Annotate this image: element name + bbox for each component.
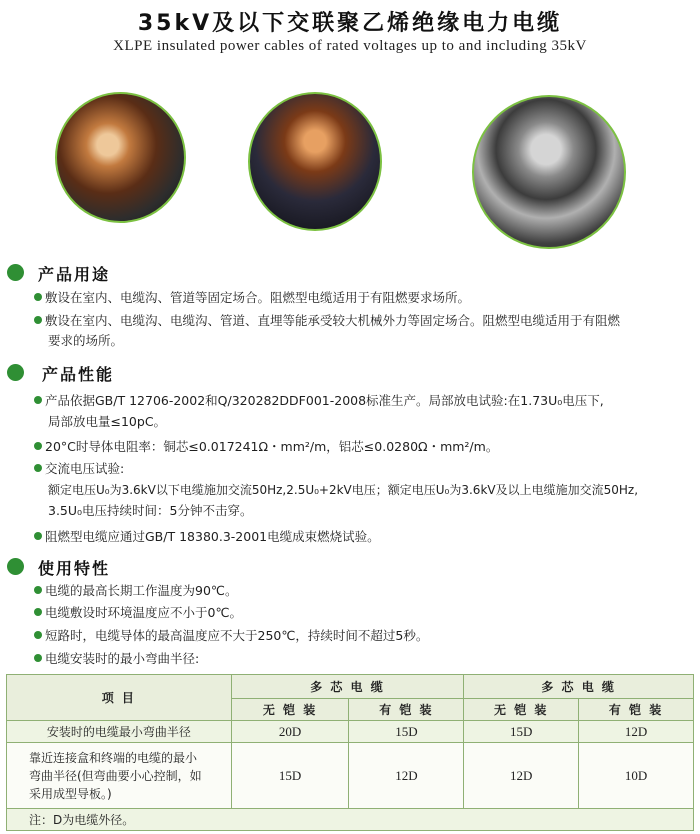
bullet-icon <box>34 586 42 594</box>
table-cell: 15D <box>349 721 464 743</box>
features-line-1: 电缆的最高长期工作温度为90℃。 <box>34 581 237 600</box>
table-row <box>7 721 694 743</box>
cable-photo-3 <box>472 95 626 249</box>
bullet-icon <box>34 654 42 662</box>
table-header-group2: 多 芯 电 缆 <box>464 675 694 699</box>
performance-line-4: 交流电压试验: <box>34 459 124 478</box>
bullet-icon <box>34 608 42 616</box>
table-subheader: 有 铠 装 <box>349 699 464 721</box>
bullet-icon <box>34 293 42 301</box>
features-line-2: 电缆敷设时环境温度应不小于0℃。 <box>34 603 242 622</box>
features-line-4: 电缆安装时的最小弯曲半径: <box>34 649 199 668</box>
performance-line-7: 阻燃型电缆应通过GB/T 18380.3-2001电缆成束燃烧试验。 <box>34 527 380 546</box>
table-cell: 15D <box>464 721 579 743</box>
cable-photo-2 <box>248 92 382 231</box>
table-header-item: 项 目 <box>7 675 232 721</box>
bullet-icon <box>34 442 42 450</box>
performance-line-1: 产品依据GB/T 12706-2002和Q/320282DDF001-2008标准生产。局部放电试验:在1.73U₀电压下, <box>34 391 604 410</box>
performance-line-5: 额定电压U₀为3.6kV以下电缆施加交流50Hz,2.5U₀+2kV电压；额定电压U₀为3.6kV及以上电缆施加交流50Hz, <box>48 483 639 497</box>
table-cell: 20D <box>231 721 349 743</box>
table-subheader: 无 铠 装 <box>231 699 349 721</box>
table-row-label: 安装时的电缆最小弯曲半径 <box>7 721 232 743</box>
page-subtitle: XLPE insulated power cables of rated voltages up to and including 35kV <box>113 38 587 54</box>
table-cell: 12D <box>579 721 694 743</box>
table-cell: 15D <box>231 743 349 809</box>
bullet-icon <box>7 364 24 381</box>
table-cell: 12D <box>464 743 579 809</box>
features-line-3: 短路时，电缆导体的最高温度应不大于250℃，持续时间不超过5秒。 <box>34 626 428 645</box>
performance-line-2: 局部放电量≤10pC。 <box>48 414 167 429</box>
table-note: 注：D为电缆外径。 <box>7 809 694 831</box>
table-subheader: 有 铠 装 <box>579 699 694 721</box>
usage-line-1: 敷设在室内、电缆沟、管道等固定场合。阻燃型电缆适用于有阻燃要求场所。 <box>34 288 470 307</box>
usage-line-3: 要求的场所。 <box>48 333 124 348</box>
table-row-label: 靠近连接盒和终端的电缆的最小 弯曲半径(但弯曲要小心控制，如 采用成型导板。) <box>7 743 232 809</box>
bullet-icon <box>7 264 24 281</box>
table-cell: 10D <box>579 743 694 809</box>
usage-line-2: 敷设在室内、电缆沟、电缆沟、管道、直埋等能承受较大机械外力等固定场合。阻燃型电缆适用于有阻燃 <box>34 311 620 330</box>
table-subheader: 无 铠 装 <box>464 699 579 721</box>
bending-radius-table <box>6 674 694 831</box>
bullet-icon <box>34 631 42 639</box>
table-cell: 12D <box>349 743 464 809</box>
bullet-icon <box>34 464 42 472</box>
table-header-group1: 多 芯 电 缆 <box>231 675 464 699</box>
bullet-icon <box>34 396 42 404</box>
bullet-icon <box>7 558 24 575</box>
performance-line-3: 20°C时导体电阻率：铜芯≤0.017241Ω・mm²/m，铝芯≤0.0280Ω・mm²/m。 <box>34 437 498 456</box>
bullet-icon <box>34 316 42 324</box>
page-title: 35kV及以下交联聚乙烯绝缘电力电缆 <box>137 11 563 36</box>
performance-line-6: 3.5U₀电压持续时间：5分钟不击穿。 <box>48 503 253 518</box>
table-row <box>7 743 694 809</box>
bullet-icon <box>34 532 42 540</box>
cable-photo-1 <box>55 92 186 223</box>
